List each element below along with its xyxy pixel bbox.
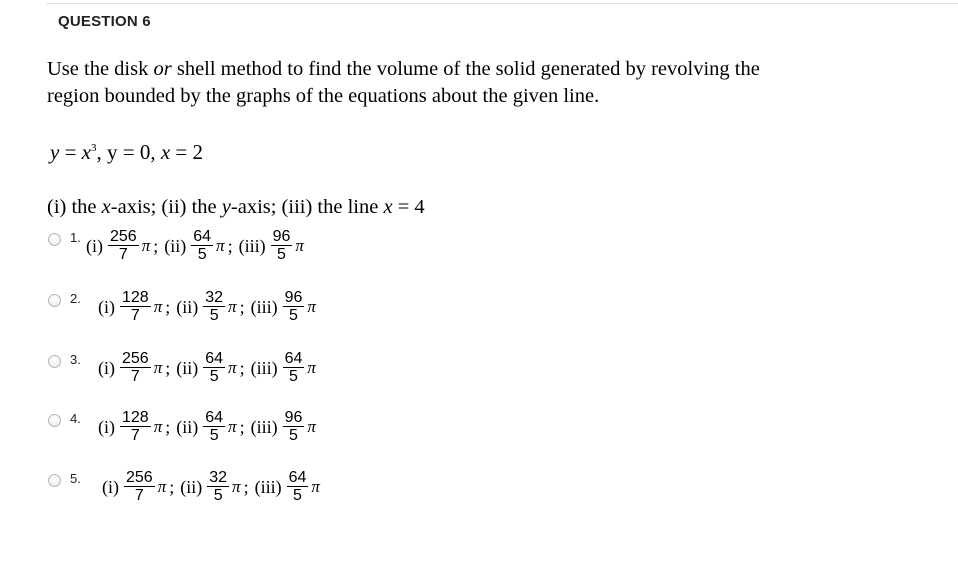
prompt-or: or (153, 58, 172, 80)
numerator: 64 (288, 469, 307, 486)
radio-button-5[interactable] (48, 474, 61, 487)
pi-symbol: π (228, 358, 237, 377)
question-prompt (47, 56, 907, 110)
eq-y: y (50, 140, 60, 164)
separator: ; (165, 296, 171, 317)
fraction-iii (283, 289, 305, 325)
label-ii: (ii) (180, 476, 203, 497)
prompt-line-1 (47, 56, 907, 83)
option-number: 3. (70, 352, 81, 367)
fraction-i (120, 409, 151, 445)
numerator: 128 (122, 409, 149, 426)
pi-symbol: π (153, 297, 163, 316)
numerator: 96 (284, 409, 303, 426)
label-i: (i) (98, 296, 115, 317)
eq-rest-b: = 2 (170, 140, 204, 164)
fraction-ii (191, 228, 213, 264)
pi-symbol: π (295, 236, 304, 255)
eq-x: x (81, 140, 91, 164)
pi-symbol: π (216, 236, 225, 255)
label-ii: (ii) (164, 235, 187, 256)
numerator: 256 (110, 228, 137, 245)
denominator: 7 (118, 246, 128, 263)
denominator: 5 (209, 427, 219, 444)
fraction-ii (207, 469, 229, 505)
fraction-iii (283, 409, 305, 445)
option-answer (98, 289, 318, 325)
pi-symbol: π (307, 358, 316, 377)
parts-x: x (101, 196, 111, 218)
axes-of-revolution (47, 196, 425, 219)
parts-y: y (221, 196, 231, 218)
numerator: 64 (205, 409, 224, 426)
eq-exponent: 3 (91, 142, 97, 154)
label-i: (i) (102, 476, 119, 497)
label-iii: (iii) (250, 357, 278, 378)
radio-button-1[interactable] (48, 233, 61, 246)
label-iii: (iii) (254, 476, 282, 497)
label-ii: (ii) (176, 357, 199, 378)
parts-text-a: (i) the (47, 196, 102, 218)
denominator: 7 (130, 427, 140, 444)
label-iii: (iii) (238, 235, 266, 256)
numerator: 32 (205, 289, 224, 306)
denominator: 7 (130, 307, 140, 324)
separator: ; (165, 357, 171, 378)
numerator: 64 (284, 350, 303, 367)
fraction-i (120, 289, 151, 325)
label-i: (i) (98, 416, 115, 437)
denominator: 7 (130, 368, 140, 385)
option-answer (98, 409, 318, 445)
separator: ; (239, 357, 245, 378)
option-number: 2. (70, 291, 81, 306)
separator: ; (227, 235, 233, 256)
denominator: 5 (209, 307, 219, 324)
pi-symbol: π (228, 297, 237, 316)
pi-symbol: π (232, 477, 241, 496)
option-number: 1. (70, 230, 81, 245)
fraction-i (108, 228, 139, 264)
pi-symbol: π (307, 417, 316, 436)
fraction-iii (287, 469, 309, 505)
label-ii: (ii) (176, 416, 199, 437)
eq-rest-a: , y = 0, (96, 140, 161, 164)
pi-symbol: π (141, 236, 151, 255)
denominator: 5 (213, 487, 223, 504)
fraction-i (120, 350, 151, 386)
prompt-text-a: Use the disk (47, 58, 154, 80)
pi-symbol: π (307, 297, 316, 316)
label-iii: (iii) (250, 416, 278, 437)
fraction-iii (271, 228, 293, 264)
equations (50, 140, 203, 165)
option-answer (86, 228, 306, 264)
separator: ; (243, 476, 249, 497)
pi-symbol: π (311, 477, 320, 496)
denominator: 5 (289, 368, 298, 385)
pi-symbol: π (153, 417, 163, 436)
fraction-iii (283, 350, 305, 386)
separator: ; (165, 416, 171, 437)
label-i: (i) (98, 357, 115, 378)
denominator: 5 (277, 246, 286, 263)
numerator: 96 (272, 228, 291, 245)
parts-x2: x (383, 196, 393, 218)
numerator: 64 (193, 228, 212, 245)
separator: ; (153, 235, 159, 256)
separator: ; (239, 296, 245, 317)
radio-button-2[interactable] (48, 294, 61, 307)
denominator: 5 (289, 307, 298, 324)
denominator: 7 (134, 487, 144, 504)
parts-text-c: -axis; (iii) the line (230, 196, 384, 218)
option-number: 4. (70, 411, 81, 426)
numerator: 128 (122, 289, 149, 306)
option-answer (98, 350, 318, 386)
denominator: 5 (289, 427, 298, 444)
fraction-ii (203, 350, 225, 386)
radio-button-3[interactable] (48, 355, 61, 368)
fraction-ii (203, 409, 225, 445)
fraction-ii (203, 289, 225, 325)
question-title: QUESTION 6 (58, 13, 151, 30)
separator: ; (169, 476, 175, 497)
denominator: 5 (209, 368, 219, 385)
prompt-text-b: shell method to find the volume of the solid generated by revolving the (171, 58, 760, 80)
numerator: 32 (209, 469, 228, 486)
pi-symbol: π (153, 358, 163, 377)
eq-equals: = (59, 140, 82, 164)
denominator: 5 (293, 487, 302, 504)
label-i: (i) (86, 235, 103, 256)
separator: ; (239, 416, 245, 437)
pi-symbol: π (157, 477, 167, 496)
denominator: 5 (197, 246, 207, 263)
label-iii: (iii) (250, 296, 278, 317)
radio-button-4[interactable] (48, 414, 61, 427)
top-divider (46, 3, 958, 4)
numerator: 256 (122, 350, 149, 367)
numerator: 64 (205, 350, 224, 367)
prompt-line-2: region bounded by the graphs of the equations about the given line. (47, 85, 600, 107)
numerator: 256 (126, 469, 153, 486)
option-number: 5. (70, 471, 81, 486)
parts-text-d: = 4 (392, 196, 425, 218)
pi-symbol: π (228, 417, 237, 436)
option-answer (102, 469, 322, 505)
parts-text-b: -axis; (ii) the (110, 196, 222, 218)
eq-x2: x (160, 140, 171, 164)
numerator: 96 (284, 289, 303, 306)
label-ii: (ii) (176, 296, 199, 317)
fraction-i (124, 469, 155, 505)
